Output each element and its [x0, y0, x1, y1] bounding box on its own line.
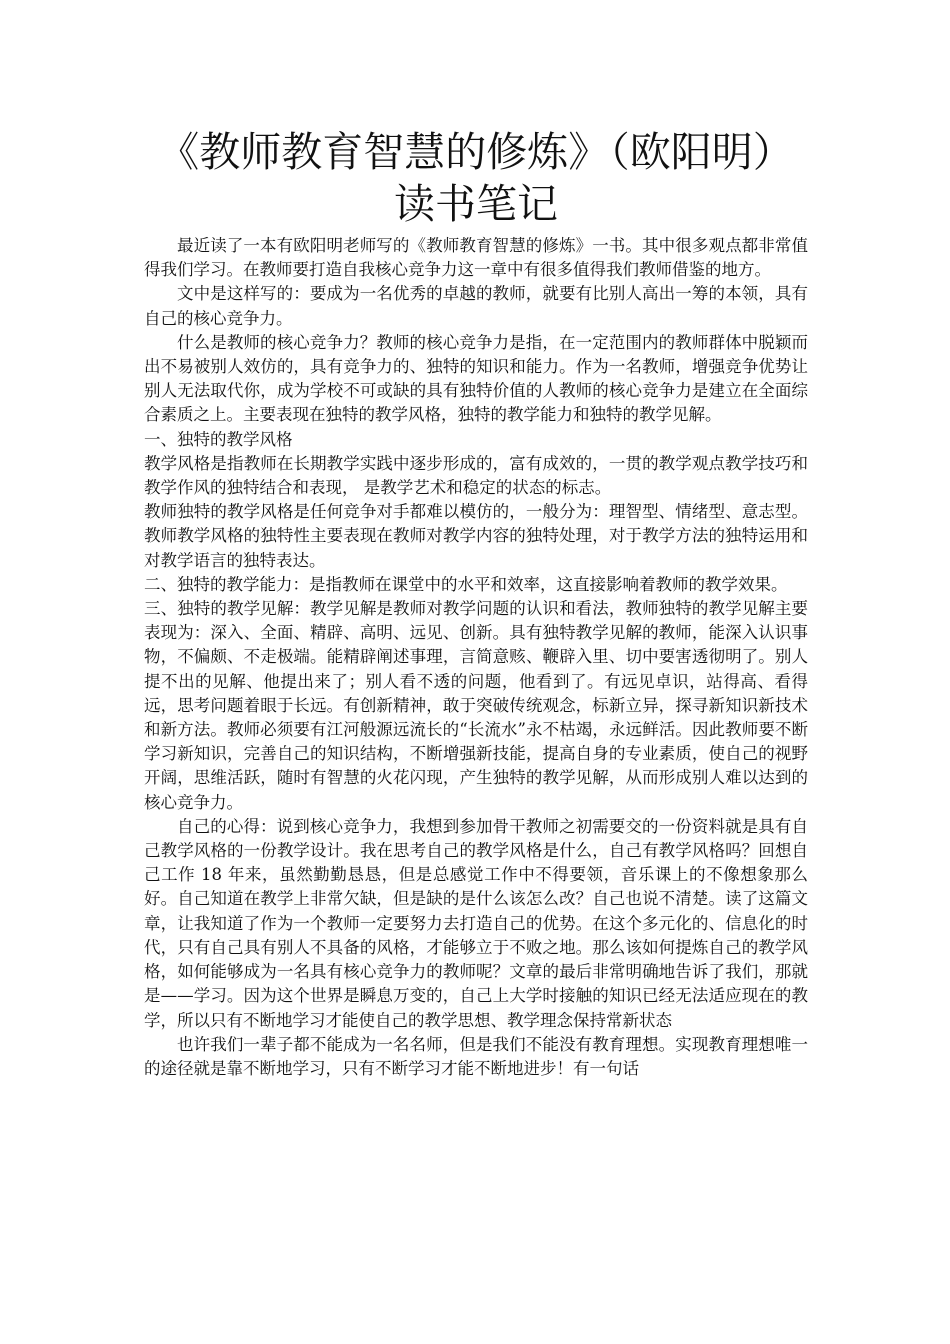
paragraph-teaching-style-types: 教师独特的教学风格是任何竞争对手都难以模仿的，一般分为：理智型、情绪型、意志型。教师教学风格的独特性主要表现在教师对教学内容的独特处理，对于教学方法的独特运用和对教学语言的独特表达。 — [144, 502, 808, 570]
document-body — [144, 234, 808, 1081]
paragraph-teaching-ability: 二、独特的教学能力：是指教师在课堂中的水平和效率，这直接影响着教师的教学效果。 — [144, 574, 788, 594]
document-page — [144, 126, 808, 1081]
paragraph-intro: 最近读了一本有欧阳明老师写的《教师教育智慧的修炼》一书。其中很多观点都非常值得我们学习。在教师要打造自我核心竞争力这一章中有很多值得我们教师借鉴的地方。 — [144, 236, 808, 280]
paragraph-core-competence: 什么是教师的核心竞争力？教师的核心竞争力是指，在一定范围内的教师群体中脱颖而出不易被别人效仿的，具有竞争力的、独特的知识和能力。作为一名教师，增强竞争优势让别人无法取代你，成为学校不可或缺的具有独特价值的人教师的核心竞争力是建立在全面综合素质之上。主要表现在独特的教学风格，独特的教学能力和独特的教学见解。 — [144, 332, 808, 425]
paragraph-reflection: 自己的心得：说到核心竞争力，我想到参加骨干教师之初需要交的一份资料就是具有自己教学风格的一份教学设计。我在思考自己的教学风格是什么，自己有教学风格吗？回想自己工作 18 年来，虽然勤勤恳恳，但是总感觉工作中不得要领，音乐课上的不像想象那么好。自己知道在教学上非常欠缺，但是缺的是什么该怎么改？自己也说不清楚。读了这篇文章，让我知道了作为一个教师一定要努力去打造自己的优势。在这个多元化的、信息化的时代，只有自己具有别人不具备的风格，才能够立于不败之地。那么该如何提炼自己的教学风格，如何能够成为一名具有核心竞争力的教师呢？文章的最后非常明确地告诉了我们，那就是——学习。因为这个世界是瞬息万变的，自己上大学时接触的知识已经无法适应现在的教学，所以只有不断地学习才能使自己的教学思想、教学理念保持常新状态 — [144, 816, 808, 1030]
section-heading-teaching-style: 一、独特的教学风格 — [144, 429, 293, 449]
paragraph-closing: 也许我们一辈子都不能成为一名名师，但是我们不能没有教育理想。实现教育理想唯一的途径就是靠不断地学习，只有不断学习才能不断地进步！有一句话 — [144, 1034, 808, 1078]
paragraph-teaching-style-definition: 教学风格是指教师在长期教学实践中逐步形成的，富有成效的，一贯的教学观点教学技巧和教学作风的独特结合和表现， 是教学艺术和稳定的状态的标志。 — [144, 453, 808, 498]
paragraph-teaching-insight: 三、独特的教学见解：教学见解是教师对教学问题的认识和看法，教师独特的教学见解主要表现为：深入、全面、精辟、高明、远见、创新。具有独特教学见解的教师，能深入认识事物，不偏颇、不走极端。能精辟阐述事理，言简意赅、鞭辟入里、切中要害透彻明了。别人提不出的见解、他提出来了；别人看不透的问题，他看到了。有远见卓识，站得高、看得远，思考问题着眼于长远。有创新精神，敢于突破传统观念，标新立异，探寻新知识新技术和新方法。教师必须要有江河般源远流长的“长流水”永不枯竭，永远鲜活。因此教师要不断学习新知识，完善自己的知识结构，不断增强新技能，提高自身的专业素质，使自己的视野开阔，思维活跃，随时有智慧的火花闪现，产生独特的教学见解，从而形成别人难以达到的核心竞争力。 — [144, 599, 808, 812]
paragraph-quote: 文中是这样写的：要成为一名优秀的卓越的教师，就要有比别人高出一筹的本领，具有自己的核心竞争力。 — [144, 284, 808, 328]
document-title: 《教师教育智慧的修炼》（欧阳明）读书笔记 — [158, 128, 794, 228]
